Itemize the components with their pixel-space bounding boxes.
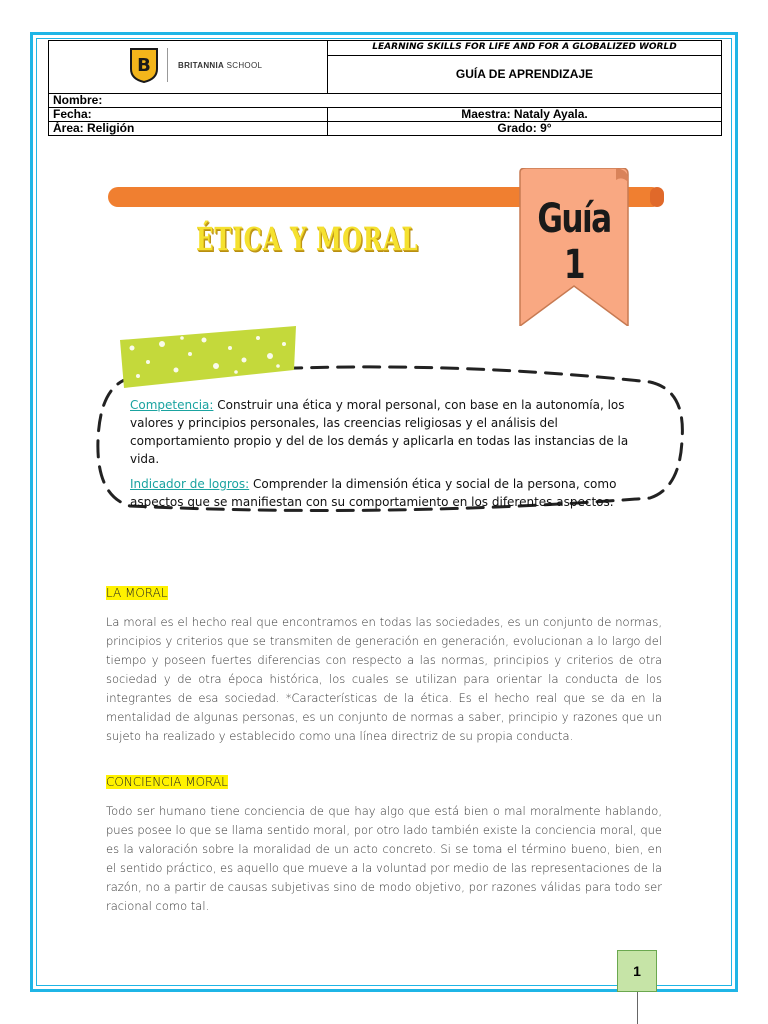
indicador [130,475,650,511]
section-body: La moral es el hecho real que encontramos en todas las sociedades, es un conjunto de normas, principios y criterios que se transmiten de generación en generación, evolucionan a lo largo del tiempo y poseen fuertes diferencias con respecto a las normas, principios y criterios de otra sociedad y de otra época histórica, los cuales se utilizan para orientar la conducta de los integrantes de esa sociedad. *Características de la ética. Es el hecho real que se da en la mentalidad de algunas personas, es un conjunto de normas a saber, principio y razones que un sujeto ha realizado y establecido como una línea directriz de su propia conducta. [106,615,662,743]
grade-field: Grado: 9° [328,122,722,136]
section-heading: CONCIENCIA MORAL [106,775,228,789]
area-field: Área: Religión [49,122,328,136]
page-title: ÉTICA Y MORAL [196,220,419,258]
decorative-tape [118,326,298,388]
logo-cell [49,41,328,94]
guia-label: Guía 1 [537,196,611,288]
objectives-text [130,396,650,518]
shield-icon [129,47,159,83]
indicador-text: Comprender la dimensión ética y social de la persona, como aspectos que se manifiestan con su comportamiento en los diferentes aspectos. [130,477,617,509]
page-number: 1 [617,950,657,992]
competencia [130,396,650,468]
svg-text:B: B [137,55,151,76]
doc-type: GUÍA DE APRENDIZAJE [328,55,722,93]
competencia-label: Competencia: [130,398,214,412]
section-body: Todo ser humano tiene conciencia de que hay algo que está bien o mal moralmente hablando, pues posee lo que se llama sentido moral, por otro lado también existe la conciencia moral, que es la valoración sobre la moralidad de un acto concreto. Si se toma el término bueno, bien, en el sentido práctico, es aquello que mueve a la voluntad por medio de las representaciones de la razón, no a partir de causas subjetivas sino de modo objetivo, por razones válidas para todo ser racional como tal. [106,804,662,913]
banner-bar-end [650,187,664,207]
header-table [48,40,722,136]
nombre-field: Nombre: [49,94,722,108]
logo-divider [167,48,168,82]
school-name: BRITANNIA SCHOOL [178,60,263,70]
fecha-field: Fecha: [49,108,328,122]
section-heading: LA MORAL [106,586,168,600]
indicador-label: Indicador de logros: [130,477,250,491]
school-logo [129,47,262,83]
section-la-moral [106,584,662,746]
section-conciencia-moral [106,773,662,916]
motto: LEARNING SKILLS FOR LIFE AND FOR A GLOBALIZED WORLD [328,41,722,56]
page-number-line [637,992,638,1024]
teacher-field: Maestra: Nataly Ayala. [328,108,722,122]
competencia-text: Construir una ética y moral personal, con base en la autonomía, los valores y principios personales, las creencias religiosas y el análisis del comportamiento propio y del de los demás y aplicarla en todas las instancias de la vida. [130,398,629,466]
